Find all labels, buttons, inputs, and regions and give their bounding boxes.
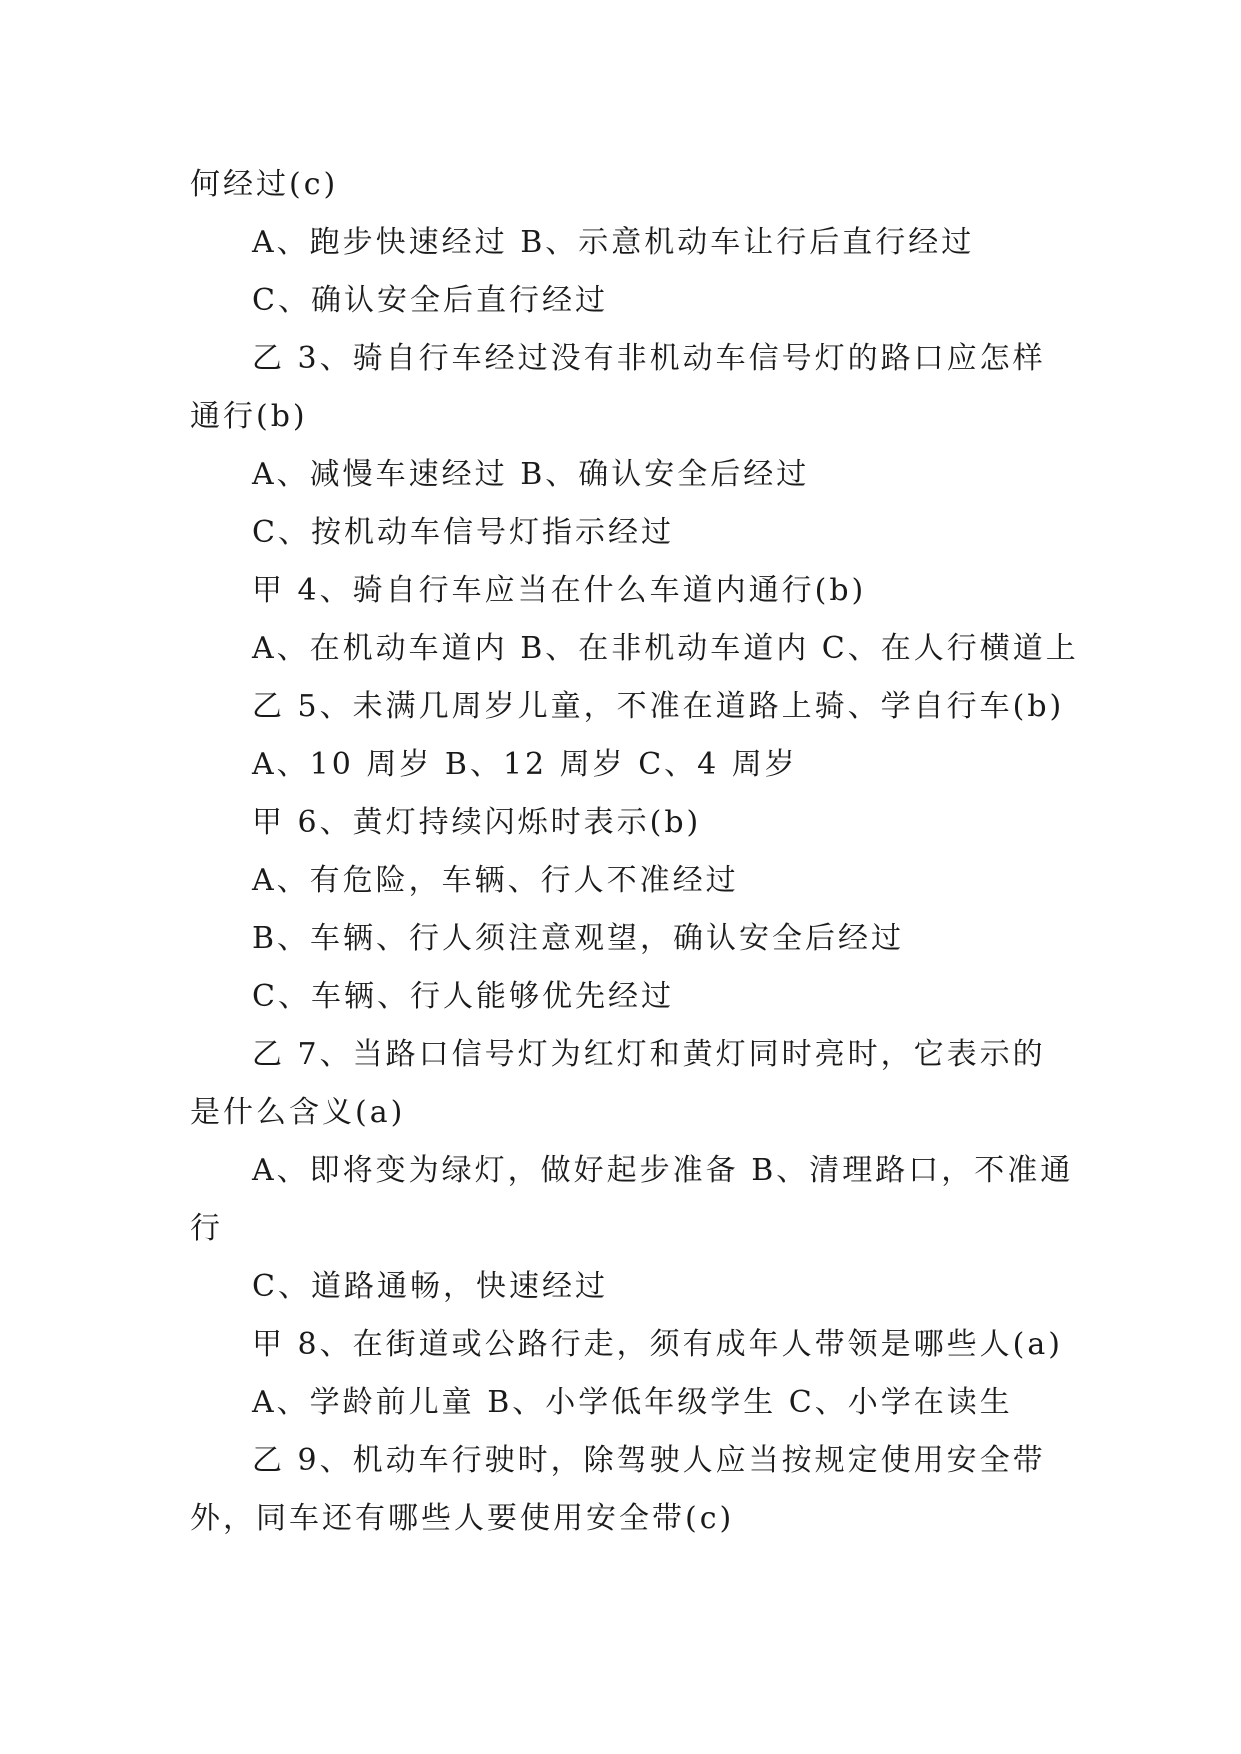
option-line: C、车辆、行人能够优先经过 (252, 979, 674, 1014)
question-line: 甲 6、黄灯持续闪烁时表示(b) (252, 805, 702, 840)
question-line: 乙 7、当路口信号灯为红灯和黄灯同时亮时，它表示的 (252, 1037, 1046, 1072)
text-line: 是什么含义(a) (190, 1095, 406, 1130)
text-line: 何经过(c) (190, 167, 339, 202)
option-line: A、跑步快速经过 B、示意机动车让行后直行经过 (252, 225, 975, 260)
text-line: 行 (190, 1211, 223, 1246)
question-line: 乙 9、机动车行驶时，除驾驶人应当按规定使用安全带 (252, 1443, 1046, 1478)
text-line: 外，同车还有哪些人要使用安全带(c) (190, 1501, 735, 1536)
option-line: B、车辆、行人须注意观望，确认安全后经过 (252, 921, 905, 956)
option-line: C、道路通畅，快速经过 (252, 1269, 608, 1304)
text-line: 通行(b) (190, 399, 308, 434)
option-line: A、减慢车速经过 B、确认安全后经过 (252, 457, 810, 492)
option-line: A、在机动车道内 B、在非机动车道内 C、在人行横道上 (252, 631, 1079, 666)
option-line: A、学龄前儿童 B、小学低年级学生 C、小学在读生 (252, 1385, 1013, 1420)
option-line: A、10 周岁 B、12 周岁 C、4 周岁 (252, 747, 798, 782)
option-line: A、即将变为绿灯，做好起步准备 B、清理路口，不准通 (252, 1153, 1074, 1188)
question-line: 乙 5、未满几周岁儿童，不准在道路上骑、学自行车(b) (252, 689, 1065, 724)
question-line: 乙 3、骑自行车经过没有非机动车信号灯的路口应怎样 (252, 341, 1046, 376)
question-line: 甲 4、骑自行车应当在什么车道内通行(b) (252, 573, 867, 608)
option-line: C、按机动车信号灯指示经过 (252, 515, 674, 550)
question-line: 甲 8、在街道或公路行走，须有成年人带领是哪些人(a) (252, 1327, 1063, 1362)
option-line: A、有危险，车辆、行人不准经过 (252, 863, 739, 898)
document-body (190, 156, 1079, 1548)
option-line: C、确认安全后直行经过 (252, 283, 608, 318)
